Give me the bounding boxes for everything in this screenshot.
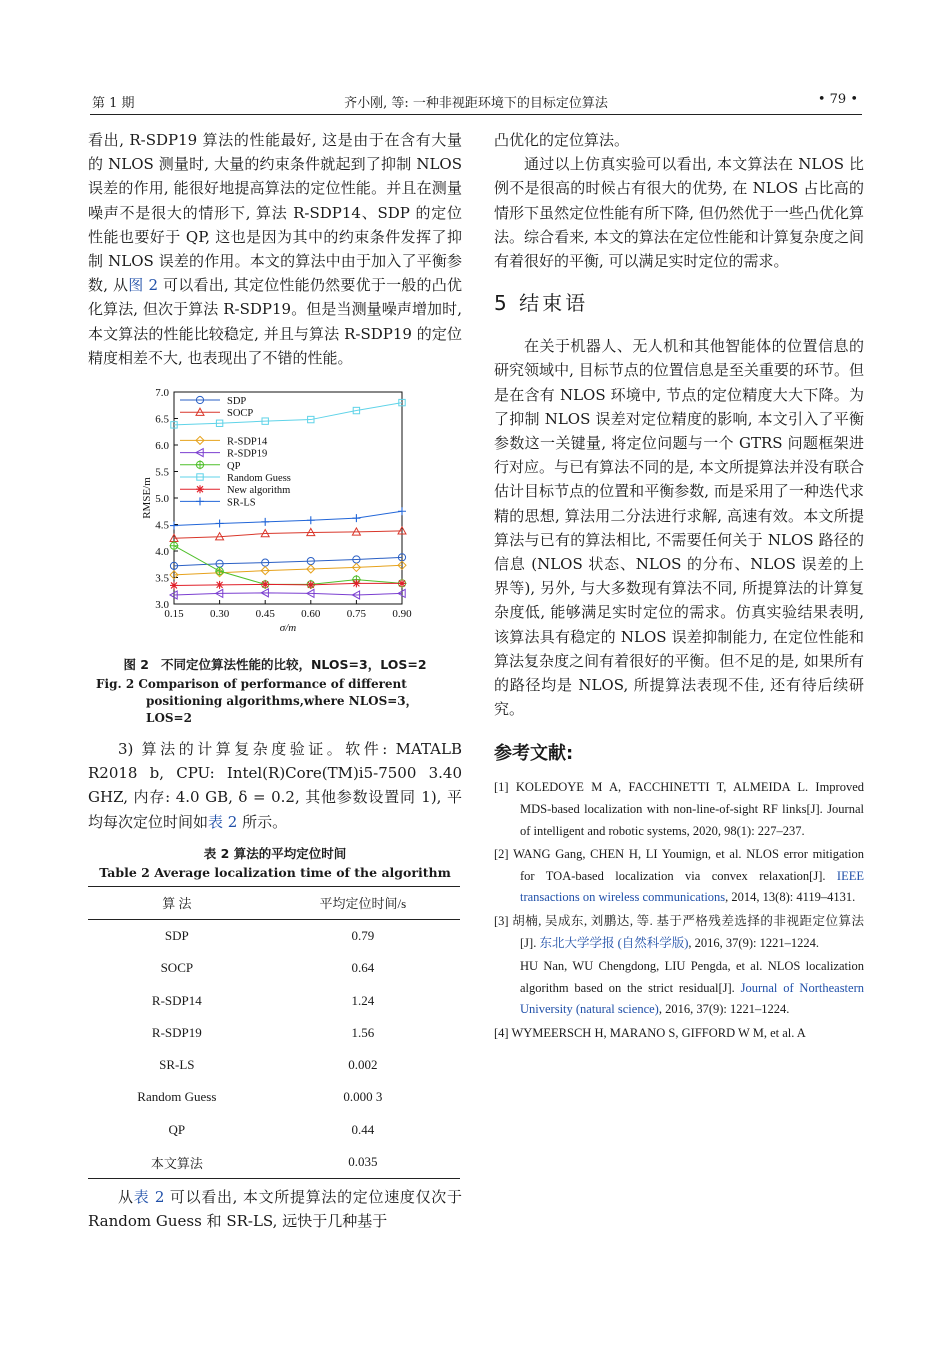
table-cell-algorithm: QP xyxy=(168,1121,186,1137)
reference-3: [3] 胡楠, 吴成东, 刘鹏达, 等. 基于严格残差选择的非视距定位算法 [J]. 东北大学学报 (自然科学版), 2016, 37(9): 1221–1224. xyxy=(494,914,864,950)
legend-label: R-SDP14 xyxy=(227,436,268,448)
timing-table xyxy=(88,886,460,1179)
right-paragraph-1: 凸优化的定位算法。 xyxy=(494,131,630,149)
issue-label: 第 1 期 xyxy=(92,96,135,111)
legend-label: R-SDP19 xyxy=(227,448,268,460)
table-cell-algorithm: SDP xyxy=(164,927,189,943)
table-cell-time: 0.035 xyxy=(266,1146,460,1179)
table-row xyxy=(88,952,460,984)
legend-label: SR-LS xyxy=(227,497,256,509)
legend-label: Random Guess xyxy=(227,473,291,485)
data-point xyxy=(352,514,360,522)
left-paragraph-2: 3) 算法的计算复杂度验证。软件: MATALB R2018 b, CPU: Intel(R)Core(TM)i5-7500 3.40 GHZ, 内存: 4.0 GB, δ = 0.2, 其他参数设置同 1), 平均每次定位时间如表 2 所示。 xyxy=(88,740,462,831)
figure-2 xyxy=(88,384,462,654)
rmse-chart xyxy=(88,384,462,654)
y-tick-label: 6.5 xyxy=(155,413,169,426)
table-cell-time: 1.24 xyxy=(351,992,375,1008)
table-cell-time: 0.44 xyxy=(351,1121,375,1137)
data-point xyxy=(261,580,269,588)
table-cell-time: 0.002 xyxy=(348,1057,378,1073)
running-title: 齐小刚, 等: 一种非视距环境下的目标定位算法 xyxy=(344,96,608,111)
table-cell-time: 1.56 xyxy=(351,1024,375,1040)
x-tick-label: 0.75 xyxy=(346,608,367,621)
series-line xyxy=(174,403,402,425)
page-number: • 79 • xyxy=(817,92,858,107)
data-point xyxy=(307,581,315,589)
data-point xyxy=(307,516,315,524)
table-row xyxy=(88,984,460,1016)
data-point xyxy=(196,485,204,493)
data-point xyxy=(170,541,179,550)
ref3-en-journal-link[interactable]: Journal of Northeastern University (natural science) xyxy=(520,980,864,1017)
running-header xyxy=(90,92,862,112)
table-header-algorithm: 算 法 xyxy=(88,886,266,919)
left-paragraph-3: 从表 2 可以看出, 本文所提算法的定位速度仅次于 Random Guess 和 SR-LS, 远快于几种基于 xyxy=(88,1188,462,1231)
table-row xyxy=(88,1081,460,1113)
figure-caption-cn: 图 2 不同定位算法性能的比较，NLOS=3，LOS=2 xyxy=(123,657,427,673)
y-axis-label: RMSE/m xyxy=(141,477,153,519)
table-cell-time: 0.64 xyxy=(351,960,375,976)
table-caption: 表 2 算法的平均定位时间 Table 2 Average localization time of the algorithm xyxy=(99,845,451,880)
table-cell-time: 0.000 3 xyxy=(343,1089,383,1105)
table-cell-algorithm: R-SDP14 xyxy=(151,992,202,1008)
table-row xyxy=(88,1114,460,1146)
table-cell-time: 0.79 xyxy=(351,927,375,943)
y-tick-label: 7.0 xyxy=(155,387,169,400)
table-row xyxy=(88,919,460,952)
y-tick-label: 3.0 xyxy=(155,599,169,612)
table-row xyxy=(88,1017,460,1049)
reference-3-en: HU Nan, WU Chengdong, LIU Pengda, et al. NLOS localization algorithm based on the strict residual[J]. Journal of Northeastern University (natural science), 2016, 37(9): 1221–1224. xyxy=(520,959,864,1017)
figure-caption-en: Fig. 2 Comparison of performance of different positioning algorithms,where NLOS=3，LOS=2 xyxy=(96,677,418,726)
x-tick-label: 0.30 xyxy=(209,608,230,621)
section-title: 5 结束语 xyxy=(494,291,589,316)
series-line xyxy=(174,565,402,575)
x-tick-label: 0.60 xyxy=(301,608,321,621)
reference-1: [1] KOLEDOYE M A, FACCHINETTI T, ALMEIDA L. Improved MDS-based localization with non-line-of-sight RF links[J]. Journal of intelligent and robotic systems, 2020, 98(1): 227–237. xyxy=(494,780,864,838)
header-rule xyxy=(90,114,862,115)
data-point xyxy=(261,518,269,526)
references-title: 参考文献: xyxy=(494,743,574,765)
right-paragraph-2: 通过以上仿真实验可以看出, 本文算法在 NLOS 比例不是很高的时候占有很大的优势, 在 NLOS 占比高的情形下虽然定位性能有所下降, 但仍然优于一些凸优化算法。综合看来, 本文的算法在定位性能和计算复杂度之间有着很好的平衡, 可以满足实时定位的需求。 xyxy=(494,155,864,271)
data-point xyxy=(196,497,204,505)
legend-label: SDP xyxy=(227,396,247,408)
table-cell-algorithm: 本文算法 xyxy=(88,1146,266,1179)
table2-link[interactable]: 表 2 xyxy=(208,812,238,831)
ref3-journal-link[interactable]: 东北大学学报 (自然科学版) xyxy=(539,935,689,950)
data-point xyxy=(216,581,224,589)
data-point xyxy=(398,507,406,515)
table-cell-algorithm: SR-LS xyxy=(159,1057,195,1073)
table2-link-2[interactable]: 表 2 xyxy=(133,1188,165,1207)
series-line xyxy=(174,511,402,525)
data-point xyxy=(196,460,205,469)
table-cell-algorithm: R-SDP19 xyxy=(151,1024,202,1040)
y-tick-label: 5.5 xyxy=(155,466,169,479)
x-tick-label: 0.90 xyxy=(392,608,412,621)
y-tick-label: 4.0 xyxy=(155,546,169,559)
legend-label: New algorithm xyxy=(227,485,291,497)
table-row xyxy=(88,1146,460,1179)
x-axis-label: σ/m xyxy=(279,622,297,635)
table-row xyxy=(88,1049,460,1081)
left-paragraph-1: 看出, R-SDP19 算法的性能最好, 这是由于在含有大量的 NLOS 测量时, 大量的约束条件就起到了抑制 NLOS 误差的作用, 能很好地提高算法的定位性能。并且在测量噪声不是很大的情形下, 算法 R-SDP14、SDP 的定位性能也要好于 QP, 这也是因为其中的约束条件发挥了抑制 NLOS 误差的作用。本文的算法中由于加入了平衡参数, 从图 2 可以看出, 其定位性能仍然要优于一般的凸优化算法, 但次于算法 R-SDP19。但是当测量噪声增加时, 本文算法的性能比较稳定, 并且与算法 R-SDP19 的定位精度相差不大, 也表现出了不错的性能。 xyxy=(88,131,462,367)
series-line xyxy=(174,531,402,538)
fig2-link[interactable]: 图 2 xyxy=(128,276,159,295)
reference-4: [4] WYMEERSCH H, MARANO S, GIFFORD W M, et al. A xyxy=(494,1026,806,1040)
y-tick-label: 5.0 xyxy=(155,493,169,506)
y-tick-label: 3.5 xyxy=(155,572,169,585)
y-tick-label: 6.0 xyxy=(155,440,169,453)
right-paragraph-3: 在关于机器人、无人机和其他智能体的位置信息的研究领域中, 目标节点的位置信息是至关重要的环节。但是在含有 NLOS 环境中, 节点的定位精度大大下降。为了抑制 NLOS 误差对定位精度的影响, 本文引入了平衡参数这一关键量, 将定位问题与一个 GTRS 问题框架进行对应。与已有算法不同的是, 本文所提算法并没有联合估计目标节点的位置和平衡参数, 而是采用了一种迭代求精的思想, 算法用二分法进行求解, 高速有效。本文所提算法与已有的算法相比, 不需要任何关于 NLOS 路径的信息 (NLOS 状态、NLOS 的分布、NLOS 误差的上界等), 另外, 与大多数现有算法不同, 所提算法的计算复杂度低, 能够满足实时定位的需求。仿真实验结果表明, 该算法具有稳定的 NLOS 误差抑制能力, 在定位性能和算法复杂度之间有着很好的平衡。但不足的是, 如果所有的路径均是 NLOS, 所提算法表现不佳, 还有待后续研究。 xyxy=(494,337,864,719)
data-point xyxy=(216,519,224,527)
left-column xyxy=(88,128,462,1234)
x-tick-label: 0.45 xyxy=(255,608,275,621)
series-line xyxy=(174,546,402,585)
legend-label: QP xyxy=(227,460,241,472)
data-point xyxy=(170,522,178,530)
ref2-journal-link[interactable]: IEEE transactions on wireless communications xyxy=(520,868,864,905)
y-tick-label: 4.5 xyxy=(155,519,169,532)
x-tick-label: 0.15 xyxy=(164,608,184,621)
legend-label: SOCP xyxy=(227,408,254,420)
data-point xyxy=(398,579,406,587)
right-column xyxy=(494,128,864,1047)
table-cell-algorithm: Random Guess xyxy=(137,1089,217,1105)
reference-2: [2] WANG Gang, CHEN H, LI Youmign, et al. NLOS error mitigation for TOA-based localization via convex relaxation[J]. IEEE transactions on wireless communications, 2014, 13(8): 4119–4131. xyxy=(494,847,864,905)
table-cell-algorithm: SOCP xyxy=(160,960,194,976)
series-line xyxy=(174,593,402,595)
data-point xyxy=(170,581,178,589)
data-point xyxy=(215,567,224,576)
series-line xyxy=(174,583,402,585)
data-point xyxy=(352,579,360,587)
table-header-time: 平均定位时间/s xyxy=(266,886,460,919)
